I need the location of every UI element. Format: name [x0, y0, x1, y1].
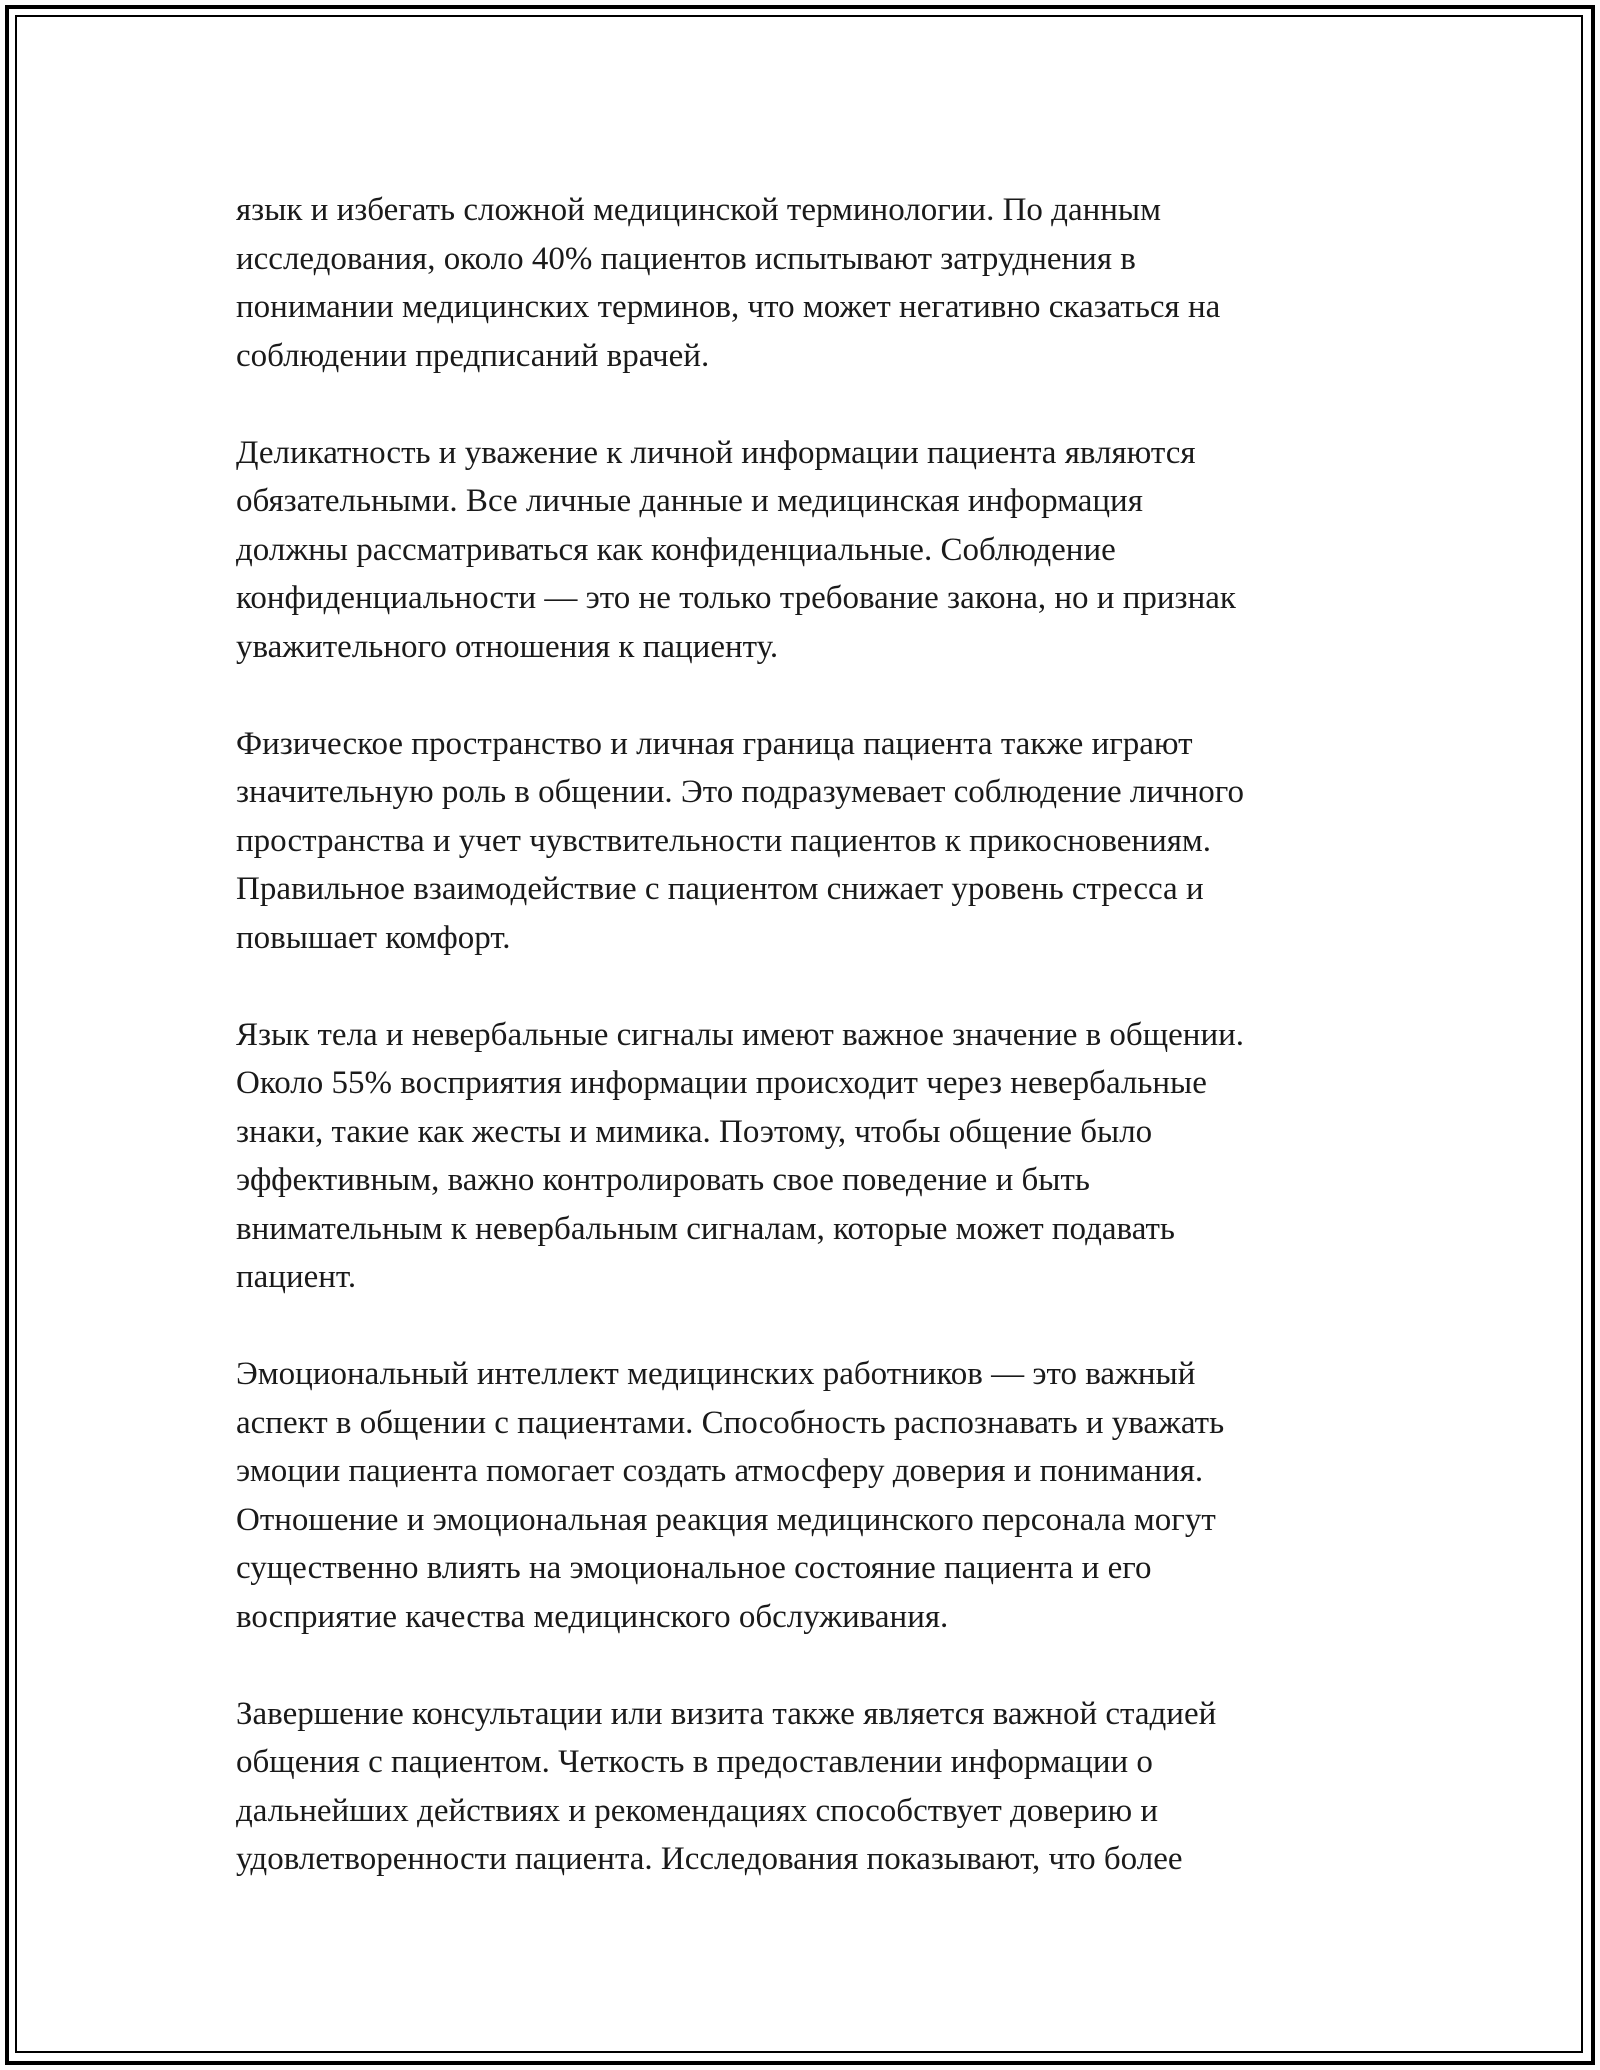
text-line: эффективным, важно контролировать свое поведение и быть — [236, 1162, 1090, 1198]
text-line: Язык тела и невербальные сигналы имеют важное значение в общении. — [236, 1016, 1245, 1053]
paragraph-5 — [236, 1350, 1376, 1641]
text-line: Около 55% восприятия информации происходит через невербальные — [236, 1065, 1207, 1101]
text-line: повышает комфорт. — [236, 919, 511, 956]
text-line: понимании медицинских терминов, что может негативно сказаться на — [236, 289, 1221, 325]
text-line: пространства и учет чувствительности пациентов к прикосновениям. — [236, 822, 1212, 859]
text-line: существенно влиять на эмоциональное состояние пациента и его — [236, 1550, 1152, 1586]
text-line: общения с пациентом. Четкость в предоставлении информации о — [236, 1744, 1153, 1780]
text-line: язык и избегать сложной медицинской терминологии. По данным — [236, 192, 1161, 228]
text-line: Отношение и эмоциональная реакция медицинского персонала могут — [236, 1501, 1216, 1538]
text-line: уважительного отношения к пациенту. — [236, 628, 779, 665]
text-line: внимательным к невербальным сигналам, которые может подавать — [236, 1210, 1175, 1247]
paragraph-3 — [236, 720, 1376, 963]
text-line: Физическое пространство и личная граница пациента также играют — [236, 725, 1193, 762]
text-line: знаки, такие как жесты и мимика. Поэтому, чтобы общение было — [236, 1113, 1153, 1150]
document-body — [236, 186, 1376, 1932]
text-line: конфиденциальности — это не только требование закона, но и признак — [236, 580, 1236, 616]
text-line: аспект в общении с пациентами. Способность распознавать и уважать — [236, 1404, 1225, 1441]
paragraph-4 — [236, 1011, 1376, 1302]
text-line: Завершение консультации или визита также является важной стадией — [236, 1695, 1217, 1732]
paragraph-6 — [236, 1690, 1376, 1884]
text-line: дальнейших действиях и рекомендациях способствует доверию и — [236, 1792, 1159, 1829]
paragraph-2 — [236, 429, 1376, 672]
text-line: обязательными. Все личные данные и медицинская информация — [236, 483, 1143, 519]
text-line: восприятие качества медицинского обслуживания. — [236, 1598, 949, 1635]
text-line: должны рассматриваться как конфиденциальные. Соблюдение — [236, 531, 1116, 568]
text-line: пациент. — [236, 1259, 357, 1295]
paragraph-1 — [236, 186, 1376, 380]
text-line: Эмоциональный интеллект медицинских работников — это важный — [236, 1356, 1196, 1392]
text-line: удовлетворенности пациента. Исследования показывают, что более — [236, 1841, 1183, 1877]
text-line: эмоции пациента помогает создать атмосферу доверия и понимания. — [236, 1453, 1204, 1489]
text-line: Деликатность и уважение к личной информации пациента являются — [236, 434, 1196, 471]
text-line: Правильное взаимодействие с пациентом снижает уровень стресса и — [236, 871, 1204, 907]
text-line: соблюдении предписаний врачей. — [236, 337, 710, 374]
text-line: исследования, около 40% пациентов испытывают затруднения в — [236, 240, 1136, 277]
text-line: значительную роль в общении. Это подразумевает соблюдение личного — [236, 774, 1244, 810]
